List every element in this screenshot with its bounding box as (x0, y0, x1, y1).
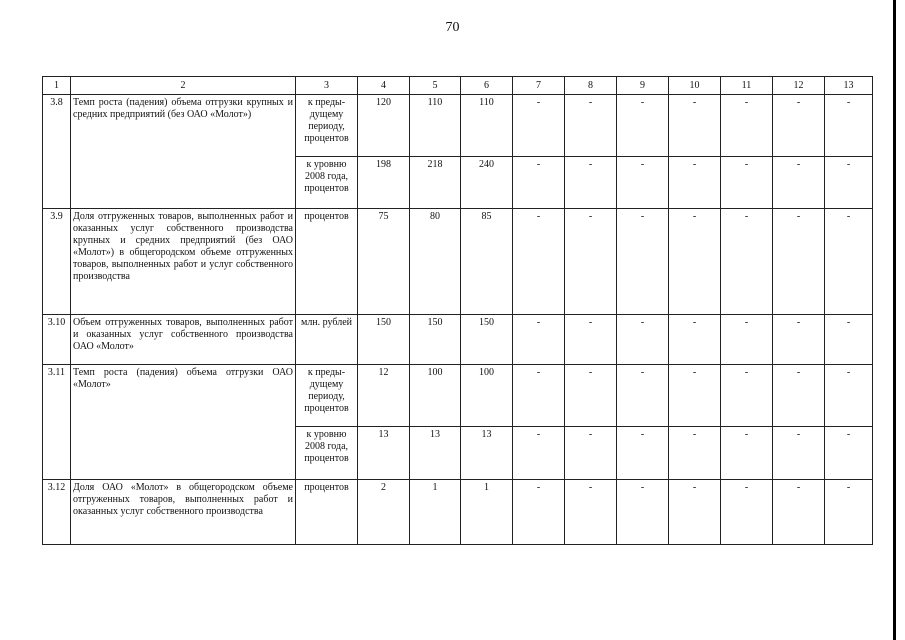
indicator-description: Темп роста (падения) объема отгрузки крупных и средних предприятий (без ОАО «Молот») (71, 95, 296, 209)
value-cell: - (513, 209, 565, 315)
value-cell: - (669, 315, 721, 365)
value-cell: 13 (358, 427, 410, 480)
value-cell: - (513, 95, 565, 157)
value-cell: 100 (461, 365, 513, 427)
value-cell: 2 (358, 480, 410, 545)
value-cell: - (617, 365, 669, 427)
value-cell: - (513, 365, 565, 427)
value-cell: 13 (410, 427, 461, 480)
value-cell: - (825, 315, 873, 365)
indicator-description: Темп роста (падения) объема отгрузки ОАО «Молот» (71, 365, 296, 480)
value-cell: - (513, 427, 565, 480)
row-number: 3.12 (43, 480, 71, 545)
value-cell: - (565, 427, 617, 480)
indicator-description: Доля отгруженных товаров, выполненных работ и оказанных услуг собственного производства крупных и средних предприятий (без ОАО «Молот») в общегородском объеме отгруженных товаров, выполненных работ и услуг собственного производства (71, 209, 296, 315)
value-cell: - (617, 157, 669, 209)
value-cell: - (773, 480, 825, 545)
column-header: 7 (513, 77, 565, 95)
row-number: 3.11 (43, 365, 71, 480)
value-cell: - (565, 315, 617, 365)
unit-cell: к преды-дущему периоду, процентов (296, 365, 358, 427)
value-cell: - (617, 209, 669, 315)
value-cell: 75 (358, 209, 410, 315)
table-body (43, 77, 873, 545)
value-cell: - (825, 365, 873, 427)
value-cell: 120 (358, 95, 410, 157)
value-cell: - (773, 95, 825, 157)
column-header: 9 (617, 77, 669, 95)
value-cell: - (721, 480, 773, 545)
page-number: 70 (445, 20, 460, 35)
unit-cell: процентов (296, 209, 358, 315)
value-cell: 198 (358, 157, 410, 209)
indicator-description: Объем отгруженных товаров, выполненных работ и оказанных услуг собственного производства ОАО «Молот» (71, 315, 296, 365)
row-number: 3.8 (43, 95, 71, 209)
column-header: 10 (669, 77, 721, 95)
value-cell: - (773, 315, 825, 365)
page-edge-bar (893, 0, 896, 640)
value-cell: - (721, 315, 773, 365)
column-header: 6 (461, 77, 513, 95)
value-cell: - (669, 480, 721, 545)
value-cell: - (565, 365, 617, 427)
value-cell: - (773, 157, 825, 209)
value-cell: - (617, 95, 669, 157)
row-number: 3.9 (43, 209, 71, 315)
value-cell: - (825, 209, 873, 315)
value-cell: - (617, 315, 669, 365)
row-number: 3.10 (43, 315, 71, 365)
value-cell: - (825, 157, 873, 209)
value-cell: - (721, 157, 773, 209)
value-cell: 80 (410, 209, 461, 315)
indicator-description: Доля ОАО «Молот» в общегородском объеме отгруженных товаров, выполненных работ и оказанных услуг собственного производства (71, 480, 296, 545)
unit-cell: к уровню 2008 года, процентов (296, 427, 358, 480)
column-header: 5 (410, 77, 461, 95)
value-cell: - (565, 480, 617, 545)
value-cell: - (513, 480, 565, 545)
column-header: 12 (773, 77, 825, 95)
table-row (43, 315, 873, 365)
table-row (43, 95, 873, 157)
table-row (43, 480, 873, 545)
value-cell: 240 (461, 157, 513, 209)
column-header: 13 (825, 77, 873, 95)
value-cell: 85 (461, 209, 513, 315)
value-cell: - (565, 209, 617, 315)
column-header: 8 (565, 77, 617, 95)
unit-cell: к преды-дущему периоду, процентов (296, 95, 358, 157)
column-header: 2 (71, 77, 296, 95)
value-cell: - (721, 427, 773, 480)
unit-cell: млн. рублей (296, 315, 358, 365)
column-header: 1 (43, 77, 71, 95)
value-cell: - (825, 95, 873, 157)
value-cell: - (773, 209, 825, 315)
table-row (43, 365, 873, 427)
unit-cell: к уровню 2008 года, процентов (296, 157, 358, 209)
value-cell: - (617, 480, 669, 545)
table-row (43, 209, 873, 315)
value-cell: 1 (410, 480, 461, 545)
value-cell: - (669, 95, 721, 157)
column-header: 11 (721, 77, 773, 95)
column-header: 4 (358, 77, 410, 95)
value-cell: - (721, 365, 773, 427)
value-cell: 150 (358, 315, 410, 365)
header-row (43, 77, 873, 95)
value-cell: 110 (410, 95, 461, 157)
value-cell: - (825, 427, 873, 480)
value-cell: - (773, 427, 825, 480)
value-cell: 12 (358, 365, 410, 427)
indicators-table (42, 76, 873, 545)
value-cell: - (513, 157, 565, 209)
unit-cell: процентов (296, 480, 358, 545)
value-cell: - (721, 209, 773, 315)
value-cell: 150 (461, 315, 513, 365)
value-cell: 100 (410, 365, 461, 427)
value-cell: - (669, 209, 721, 315)
column-header: 3 (296, 77, 358, 95)
value-cell: - (721, 95, 773, 157)
value-cell: 13 (461, 427, 513, 480)
value-cell: 1 (461, 480, 513, 545)
value-cell: - (565, 157, 617, 209)
value-cell: - (773, 365, 825, 427)
value-cell: 150 (410, 315, 461, 365)
value-cell: - (825, 480, 873, 545)
value-cell: - (565, 95, 617, 157)
value-cell: 218 (410, 157, 461, 209)
value-cell: - (669, 157, 721, 209)
value-cell: - (617, 427, 669, 480)
value-cell: 110 (461, 95, 513, 157)
value-cell: - (669, 365, 721, 427)
value-cell: - (669, 427, 721, 480)
value-cell: - (513, 315, 565, 365)
